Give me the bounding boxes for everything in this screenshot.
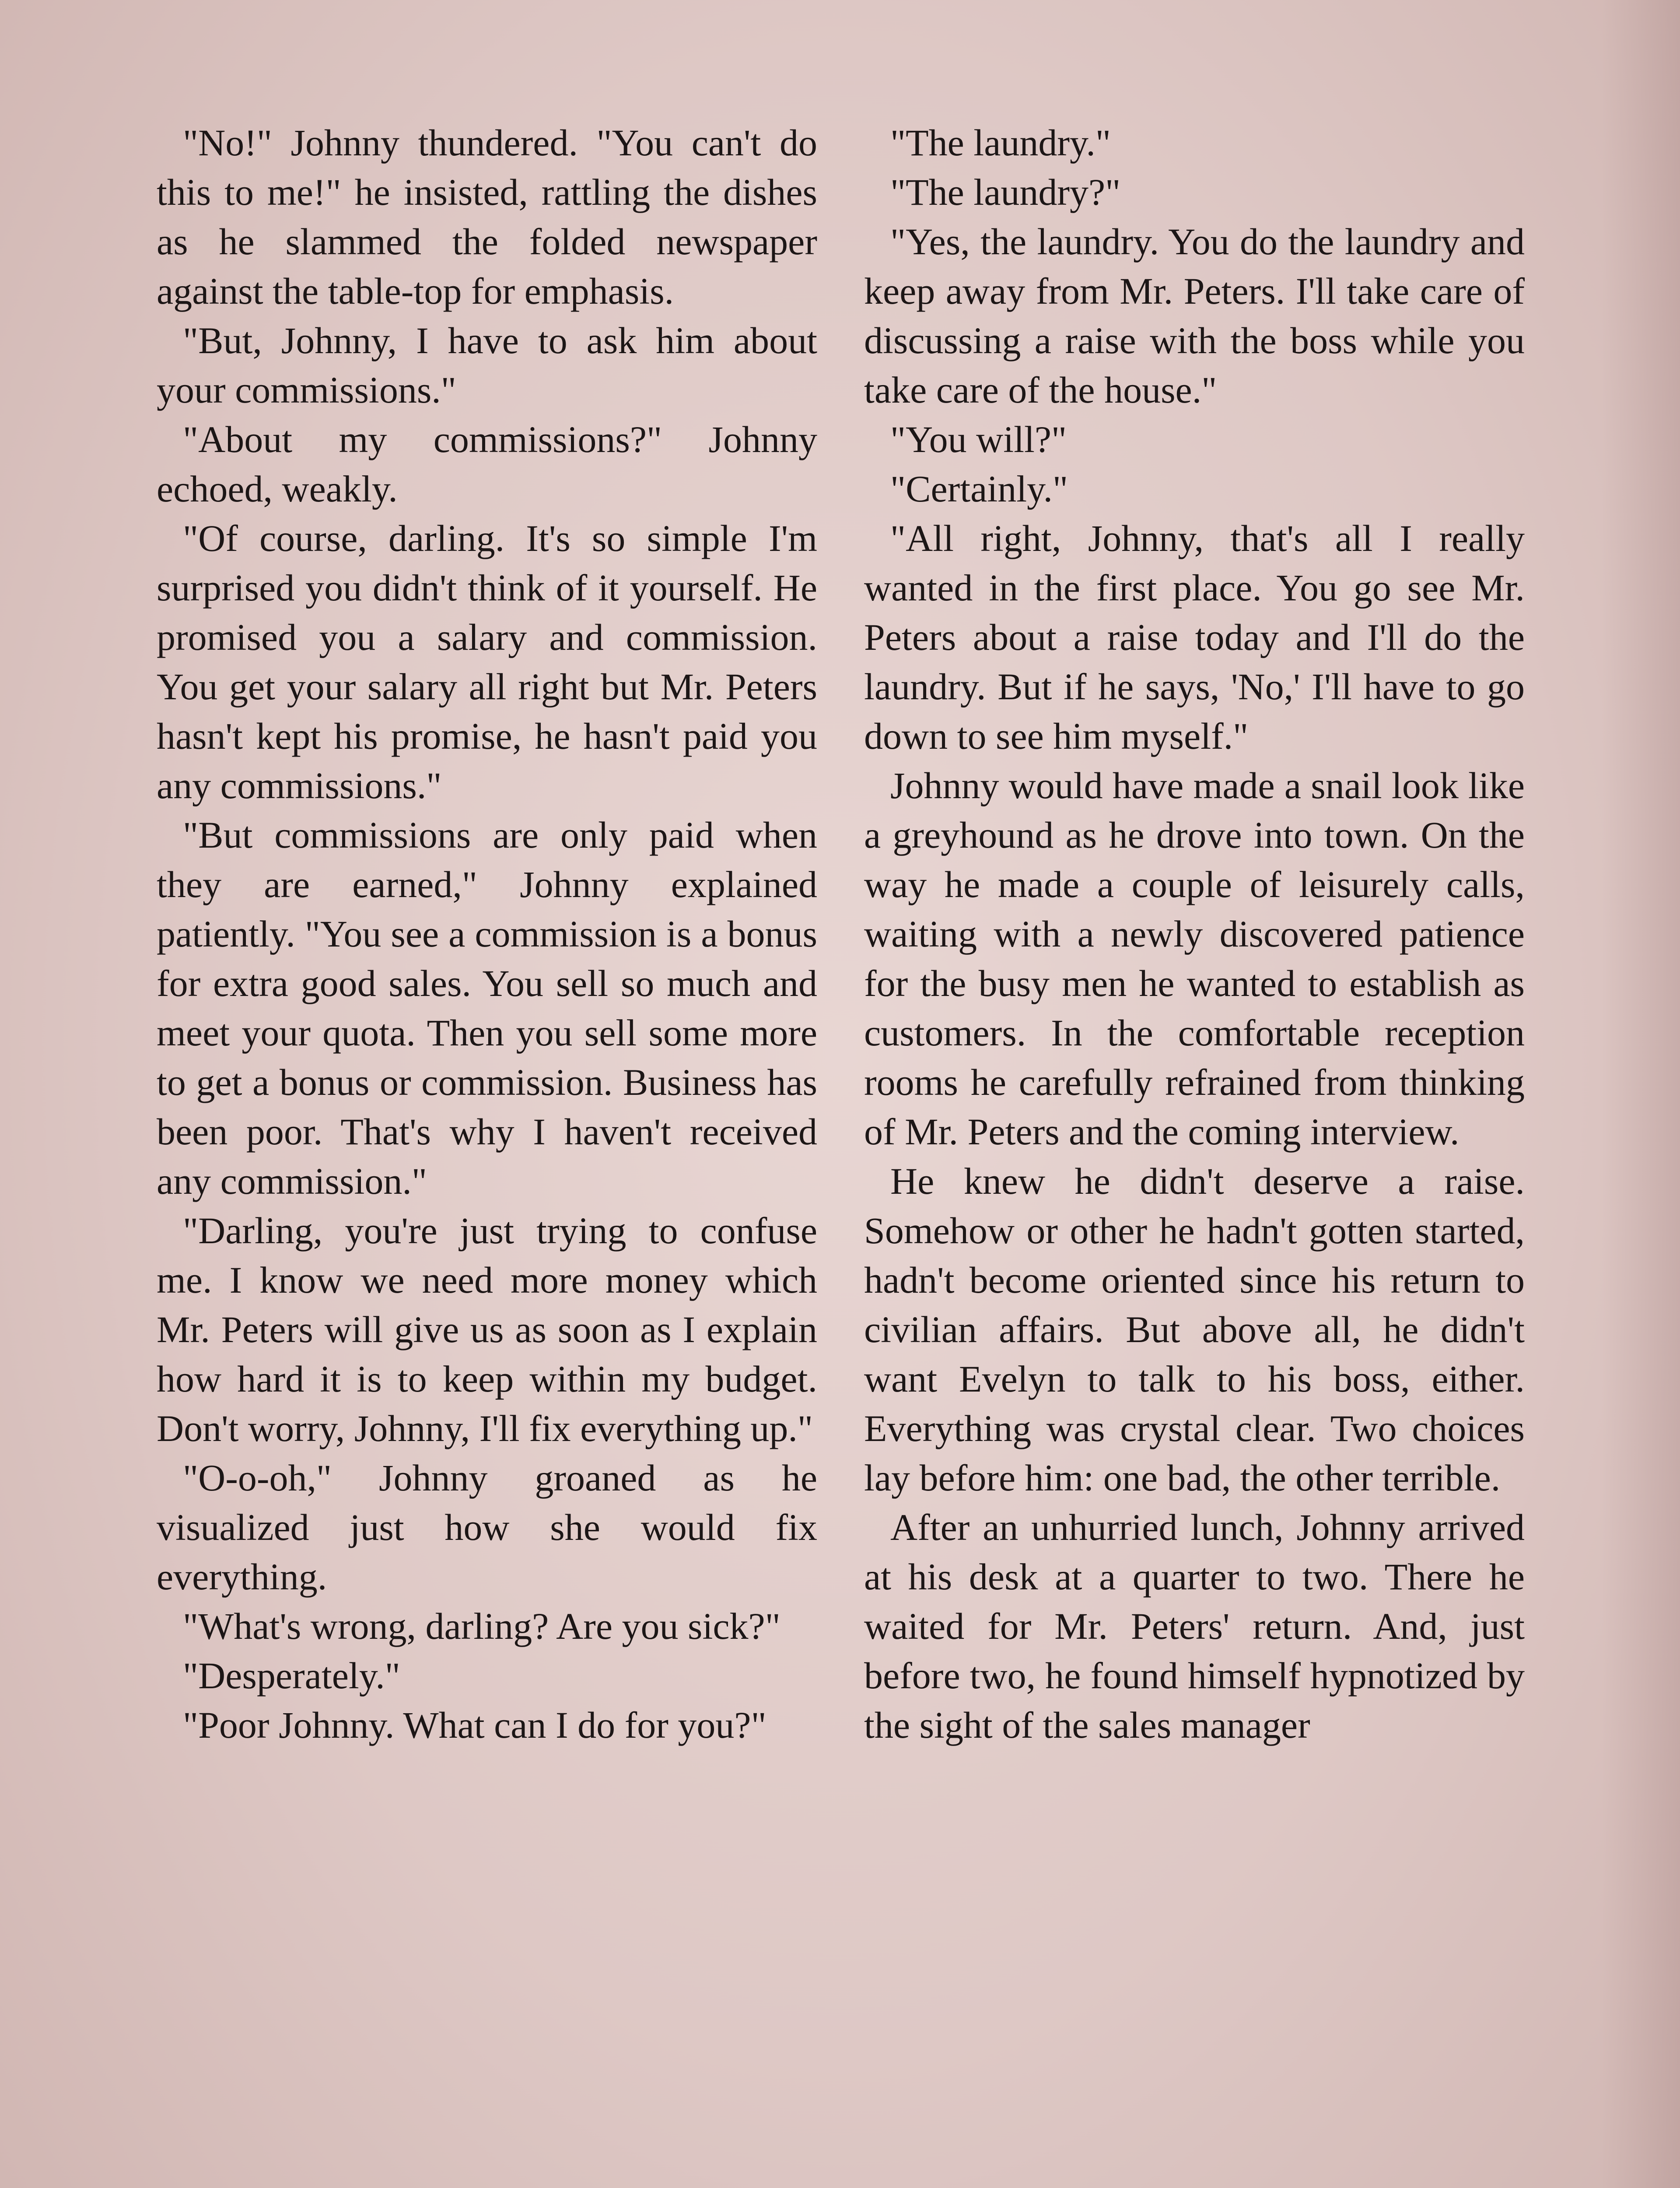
paragraph: "Yes, the laundry. You do the laundry and keep away from Mr. Peters. I'll take care of discussing a raise with the boss while you take care of the house." — [864, 221, 1525, 411]
paragraph: "Of course, darling. It's so simple I'm surprised you didn't think of it yourself. He promised you a salary and commission. You get your salary all right but Mr. Peters hasn't kept his promise, he hasn't paid you any commissions." — [157, 517, 817, 806]
paragraph: "Darling, you're just trying to confuse me. I know we need more money which Mr. Peters will give us as soon as I explain how hard it is to keep within my budget. Don't worry, Johnny, I'll fix everything up." — [157, 1210, 817, 1449]
paragraph: "Certainly." — [890, 468, 1068, 510]
paragraph: "All right, Johnny, that's all I really wanted in the first place. You go see Mr. Peters about a raise today and I'll do the laundry. But if he says, 'No,' I'll have to go down to see him myself." — [864, 517, 1525, 757]
paragraph: "O-o-oh," Johnny groaned as he visualized just how she would fix everything. — [157, 1457, 817, 1598]
paragraph: "You will?" — [890, 418, 1067, 460]
paragraph: "The laundry?" — [890, 171, 1121, 213]
paragraph: "Poor Johnny. What can I do for you?" — [183, 1704, 766, 1746]
paragraph: "No!" Johnny thundered. "You can't do this to me!" he insisted, rattling the dishes as he slammed the folded newspaper against the table-top for emphasis. — [157, 122, 817, 312]
page-edge-shadow — [1601, 0, 1680, 2188]
paragraph: After an unhurried lunch, Johnny arrived at his desk at a quarter to two. There he waited for Mr. Peters' return. And, just before two, he found himself hypnotized by the sight of the sales manager — [864, 1506, 1525, 1746]
paragraph: "Desperately." — [183, 1655, 400, 1697]
paragraph: "But, Johnny, I have to ask him about your commissions." — [157, 319, 817, 411]
paragraph: "The laundry." — [890, 122, 1111, 164]
paragraph: He knew he didn't deserve a raise. Somehow or other he hadn't gotten started, hadn't become oriented since his return to civilian affairs. But above all, he didn't want Evelyn to talk to his boss, either. Everything was crystal clear. Two choices lay before him: one bad, the other terrible. — [864, 1160, 1525, 1499]
right-text-column — [864, 118, 1525, 1750]
paragraph: "About my commissions?" Johnny echoed, weakly. — [157, 418, 817, 510]
paragraph: Johnny would have made a snail look like a greyhound as he drove into town. On the way he made a couple of leisurely calls, waiting with a newly discovered patience for the busy men he wanted to establish as customers. In the comfortable reception rooms he carefully refrained from thinking of Mr. Peters and the coming interview. — [864, 764, 1525, 1153]
paragraph: "But commissions are only paid when they are earned," Johnny explained patiently. "You see a commission is a bonus for extra good sales. You sell so much and meet your quota. Then you sell some more to get a bonus or commission. Business has been poor. That's why I haven't received any commission." — [157, 814, 817, 1202]
paragraph: "What's wrong, darling? Are you sick?" — [183, 1605, 780, 1647]
left-text-column — [157, 118, 817, 1750]
